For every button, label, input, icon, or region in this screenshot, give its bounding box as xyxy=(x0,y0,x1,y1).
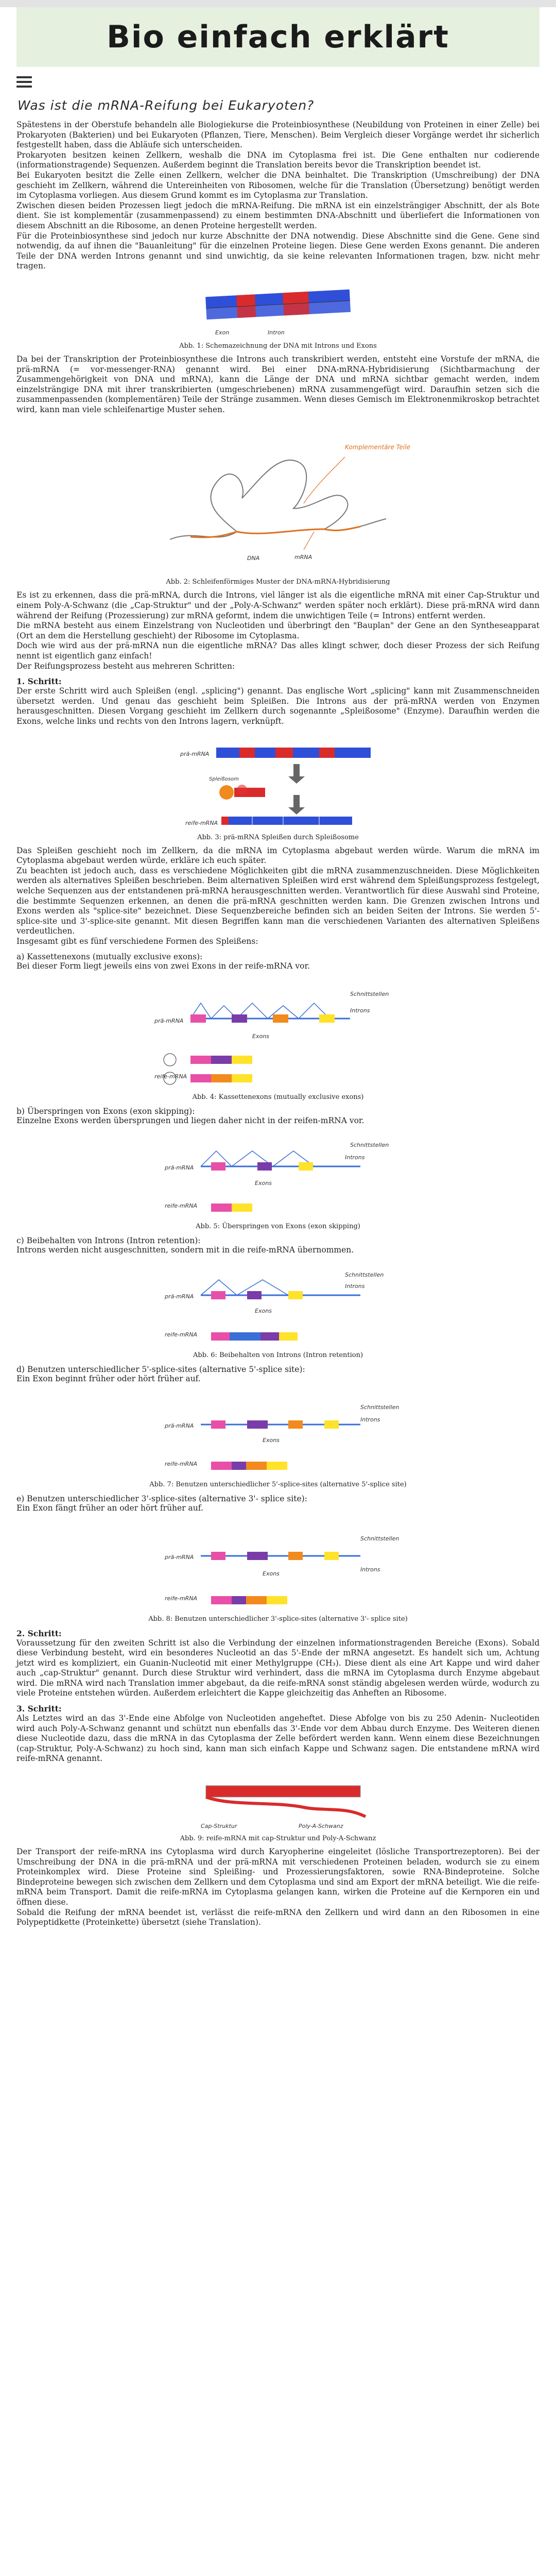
mature-mrna-diagram xyxy=(170,1770,386,1832)
figure-1-caption: Abb. 1: Schemazeichnung der DNA mit Introns und Exons xyxy=(179,342,377,350)
figure-8-caption: Abb. 8: Benutzen unterschiedlicher 3'-splice-sites (alternative 3'- splice site) xyxy=(148,1615,408,1623)
menu-bar xyxy=(16,71,540,93)
site-title[interactable]: Bio einfach erklärt xyxy=(107,19,449,55)
fig4-schnittstellen-label: Schnittstellen xyxy=(350,991,389,998)
figure-8 xyxy=(16,1520,540,1623)
fig2-mrna-label: mRNA xyxy=(294,554,312,561)
figure-2 xyxy=(16,421,540,586)
intro-paragraph-5: Für die Proteinbiosynthese sind jedoch nur kurze Abschnitte der DNA notwendig. Diese Abschnitte sind die Gene. Gene sind notwendig, da auf ihnen die "Bauanleitung" für die einzelnen Proteine liegen. Diese Gene werden Exons genannt. Die anderen Teile der DNA werden Introns genannt und sind unwichtig, da sie keine relevanten Informationen tragen, bzw. nicht mehr tragen. xyxy=(16,231,540,271)
figure-9-caption: Abb. 9: reife-mRNA mit cap-Struktur und Poly-A-Schwanz xyxy=(180,1835,376,1843)
step-2-title: 2. Schritt: xyxy=(16,1628,62,1638)
top-bar xyxy=(0,0,556,7)
figure-4-caption: Abb. 4: Kassettenexons (mutually exclusive exons) xyxy=(192,1093,364,1101)
intro-paragraph-4: Zwischen diesen beiden Prozessen liegt jedoch die mRNA-Reifung. Die mRNA ist ein einzelsträngiger Abschnitt, der als Bote dient. Sie ist komplementär (zusammenpassend) zu einem bestimmten DNA-Abschnitt und überliefert die Informationen von diesem Abschnitt an die Ribosome, an denen Proteine hergestellt werden. xyxy=(16,200,540,230)
mutually-exclusive-exons-diagram xyxy=(134,977,422,1091)
figure-1 xyxy=(16,278,540,350)
dna-exon-intron-diagram xyxy=(201,278,355,340)
fig8-schnittstellen-label: Schnittstellen xyxy=(360,1535,399,1542)
fig7-prae-mrna-label: prä-mRNA xyxy=(165,1422,194,1429)
figure-7 xyxy=(16,1391,540,1489)
paragraph-prae-mrna-4: Der Reifungsprozess besteht aus mehreren Schritten: xyxy=(16,661,235,671)
fig9-poly-a-label: Poly-A-Schwanz xyxy=(299,1823,343,1830)
hybridization-loop-diagram xyxy=(160,421,410,575)
paragraph-prae-mrna-3: Doch wie wird aus der prä-mRNA nun die eigentliche mRNA? Das alles klingt schwer, doch dieser Prozess der sich Reifung nennt ist eigentlich ganz einfach! xyxy=(16,641,540,661)
outro-paragraph-1: Der Transport der reife-mRNA ins Cytoplasma wird durch Karyopherine eingeleitet (lösliche Transportrezeptoren). Bei der Umschreibung der DNA in die prä-mRNA und der prä-mRNA mit verschiedenen Proteinen beladen, wodurch sie zu einem Proteinkomplex wird. Diese Proteine sind Spleißing- und Prozessierungsfaktoren, sowie RNA-Bindeproteine. Solche Bindeproteine bewegen sich zwischen dem Zellkern und dem Cytoplasma und sind am Export der mRNA beteiligt. Wie die reife-mRNA beim Transport. Damit die reife-mRNA im Cytoplasma gelangen kann, wirken die Proteine auf die Kernporen ein und öffnen diese. xyxy=(16,1847,540,1907)
fig9-cap-label: Cap-Struktur xyxy=(201,1823,237,1830)
fig4-reife-mrna-label: reife-mRNA xyxy=(154,1073,187,1080)
fig4-introns-label: Introns xyxy=(350,1007,370,1014)
fig6-prae-mrna-label: prä-mRNA xyxy=(165,1293,194,1300)
exon-skipping-diagram xyxy=(134,1132,422,1220)
article-heading: Was ist die mRNA-Reifung bei Eukaryoten? xyxy=(18,98,315,113)
fig3-reife-mrna-label: reife-mRNA xyxy=(185,819,218,826)
figure-6 xyxy=(16,1261,540,1360)
fig7-exons-label: Exons xyxy=(263,1436,280,1444)
figure-5-caption: Abb. 5: Überspringen von Exons (exon skipping) xyxy=(196,1222,360,1230)
variant-c-title: c) Beibehalten von Introns (Intron retention): xyxy=(16,1235,201,1245)
variant-e-text: Ein Exon fängt früher an oder hört früher auf. xyxy=(16,1503,203,1513)
paragraph-prae-mrna-2: Die mRNA besteht aus einem Einzelstrang von Nucleotiden und überbringt den "Bauplan" der Gene an den Syntheseapparat (Ort an dem die Herstellung geschieht) der Ribosome im Cytoplasma. xyxy=(16,621,540,640)
paragraph-spleissen-2: Zu beachten ist jedoch auch, dass es verschiedene Möglichkeiten gibt die mRNA zusammenzuschneiden. Diese Möglichkeiten werden als alternatives Spleißen beschrieben. Beim alternativen Spleißen wird erst während dem Spleißungsprozess festgelegt, welche Sequenzen aus der entstandenen prä-mRNA herausgeschnitten werden. Verantwortlich für diese Auswahl sind Proteine, die bestimmte Sequenzen erkennen, an denen die prä-mRNA geschnitten werden kann. Die Grenzen zwischen Introns und Exons werden als "splice-site" bezeichnet. Diese Sequenzbereiche befinden sich an beiden Seiten der Introns. Sie werden 5'-splice-site und 3'-splice-site genannt. Mit diesen Begriffen kann man die verschiedenen Varianten des alternativen Spleißens verdeutlichen. xyxy=(16,866,540,936)
fig1-exon-label: Exon xyxy=(215,329,230,336)
outro-paragraph-2: Sobald die Reifung der mRNA beendet ist, verlässt die reife-mRNA den Zellkern und wird dann an den Ribosomen in eine Polypeptidkette (Proteinkette) übersetzt (siehe Translation). xyxy=(16,1907,540,1927)
variant-c-text: Introns werden nicht ausgeschnitten, sondern mit in die reife-mRNA übernommen. xyxy=(16,1245,354,1255)
article xyxy=(0,98,556,1928)
alternative-5-splice-site-diagram xyxy=(134,1391,422,1478)
figure-9 xyxy=(16,1770,540,1843)
intro-paragraph-2: Prokaryoten besitzen keinen Zellkern, weshalb die DNA im Cytoplasma frei ist. Die Gene enthalten nur codierende (informationstragende) Sequenzen. Außerdem beginnt die Translation bereits bevor die Transkription beendet ist. xyxy=(16,150,540,170)
fig7-reife-mrna-label: reife-mRNA xyxy=(165,1460,198,1467)
figure-3-caption: Abb. 3: prä-mRNA Spleißen durch Spleißosome xyxy=(197,833,359,841)
step-1-title: 1. Schritt: xyxy=(16,676,62,687)
fig8-introns-label: Introns xyxy=(360,1566,380,1573)
intro-paragraph-1: Spätestens in der Oberstufe behandeln alle Biologiekurse die Proteinbiosynthese (Neubildung von Proteinen in einer Zelle) bei Prokaryoten (Bakterien) und bei Eukaryoten (Pflanzen, Tiere, Menschen). Beim Vergleich dieser Vorgänge werdet ihr sicherlich festgestellt haben, dass die Abläufe sich unterscheiden. xyxy=(16,120,540,150)
fig2-dna-label: DNA xyxy=(247,555,260,562)
step-1-text: Der erste Schritt wird auch Spleißen (engl. „splicing") genannt. Das englische Wort „splicing" kann mit Zusammenschneiden übersetzt werden. Und genau das geschieht beim Spleißen. Die Introns aus der prä-mRNA werden von Enzymen herausgeschnitten. Diesen Vorgang geschieht im Zellkern durch sogenannte „Spleißosome" (Enzyme). Daraufhin werden die Exons, welche links und rechts von den Introns lagern, verknüpft. xyxy=(16,686,540,726)
fig8-reife-mrna-label: reife-mRNA xyxy=(165,1595,198,1602)
fig7-schnittstellen-label: Schnittstellen xyxy=(360,1403,399,1411)
site-banner xyxy=(16,7,540,67)
fig4-prae-mrna-label: prä-mRNA xyxy=(154,1018,184,1025)
figure-5 xyxy=(16,1132,540,1231)
fig2-complementary-label: Komplementäre Teile xyxy=(345,444,410,451)
intron-retention-diagram xyxy=(134,1261,422,1349)
fig6-exons-label: Exons xyxy=(255,1308,272,1315)
fig7-introns-label: Introns xyxy=(360,1416,380,1423)
fig5-introns-label: Introns xyxy=(345,1154,365,1161)
figure-3 xyxy=(16,733,540,842)
hamburger-menu-icon[interactable] xyxy=(16,76,32,88)
variant-a-title: a) Kassettenexons (mutually exclusive exons): xyxy=(16,952,203,961)
fig3-spleissosom-label: Spleißosom xyxy=(209,776,239,782)
step-3-text: Als Letztes wird an das 3'-Ende eine Abfolge von Nucleotiden angeheftet. Diese Abfolge von bis zu 250 Adenin- Nucleotiden wird auch Poly-A-Schwanz genannt und schützt nun ebenfalls das 3'-Ende vor dem Abbau durch Enzyme. Des Weiteren dienen diese Nucleotide dazu, dass die mRNA in das Cytoplasma der Zelle befördert werden kann. Wenn einem diese Bezeichnungen (cap-Struktur, Poly-A-Schwanz) zu hoch sind, kann man sich einfach Kappe und Schwanz sagen. Die entstandene mRNA wird reife-mRNA genannt. xyxy=(16,1714,540,1764)
paragraph-spleissen-1: Das Spleißen geschieht noch im Zellkern, da die mRNA im Cytoplasma abgebaut werden würde. Warum die mRNA im Cytoplasma abgebaut werden würde, erkläre ich euch später. xyxy=(16,845,540,866)
fig5-exons-label: Exons xyxy=(255,1179,272,1187)
fig6-reife-mrna-label: reife-mRNA xyxy=(165,1331,198,1338)
variant-b-title: b) Überspringen von Exons (exon skipping): xyxy=(16,1107,195,1116)
paragraph-hybridisierung: Da bei der Transkription der Proteinbiosynthese die Introns auch transkribiert werden, entsteht eine Vorstufe der mRNA, die prä-mRNA (= vor-messenger-RNA) genannt wird. Bei einer DNA-mRNA-Hybridisierung (Sichtbarmachung der Zusammengehörigkeit von DNA und mRNA), kann die Länge der DNA und mRNA sichtbar gemacht werden, indem einzelsträngige DNA mit ihrer transkribierten (umgeschriebenen) mRNA zusammengefügt wird. Daraufhin setzen sich die zusammenpassenden (komplementären) Teile der Stränge zusammen. Wenn dieses Gemisch im Elektronenmikroskop betrachtet wird, kann man viele schleifenartige Muster sehen. xyxy=(16,354,540,414)
fig6-schnittstellen-label: Schnittstellen xyxy=(345,1272,384,1279)
variant-d-text: Ein Exon beginnt früher oder hört früher auf. xyxy=(16,1374,201,1384)
fig8-exons-label: Exons xyxy=(263,1570,280,1577)
variant-b-text: Einzelne Exons werden übersprungen und liegen daher nicht in der reifen-mRNA vor. xyxy=(16,1116,364,1126)
fig4-exons-label: Exons xyxy=(252,1033,269,1040)
fig5-schnittstellen-label: Schnittstellen xyxy=(350,1141,389,1148)
step-3-title: 3. Schritt: xyxy=(16,1704,62,1714)
figure-6-caption: Abb. 6: Beibehalten von Introns (Intron retention) xyxy=(193,1351,363,1360)
figure-4 xyxy=(16,977,540,1101)
fig8-prae-mrna-label: prä-mRNA xyxy=(165,1553,194,1561)
splicing-diagram xyxy=(165,733,391,831)
figure-2-caption: Abb. 2: Schleifenförmiges Muster der DNA-mRNA-Hybridisierung xyxy=(166,578,390,586)
intro-paragraph-3: Bei Eukaryoten besitzt die Zelle einen Zellkern, welcher die DNA beinhaltet. Die Transkription (Umschreibung) der DNA geschieht im Zellkern, während die Untereinheiten von Ribosomen, welche für die Translation (Übersetzung) benötigt werden im Cytoplasma vorliegen. Aus diesem Grund kommt es im Cytoplasma zur Translation. xyxy=(16,170,540,200)
fig5-prae-mrna-label: prä-mRNA xyxy=(165,1164,194,1171)
fig1-intron-label: Intron xyxy=(268,329,285,336)
paragraph-prae-mrna-1: Es ist zu erkennen, dass die prä-mRNA, durch die Introns, viel länger ist als die eigentliche mRNA mit einer Cap-Struktur und einem Poly-A-Schwanz (die „Cap-Struktur" und der „Poly-A-Schwanz" werden später noch erklärt). Diese prä-mRNA wird dann während der Reifung (Prozessierung) zur mRNA geformt, indem die unwichtigen Teile (= Introns) entfernt werden. xyxy=(16,590,540,620)
alternative-3-splice-site-diagram xyxy=(134,1520,422,1613)
variant-e-title: e) Benutzen unterschiedlicher 3'-splice-sites (alternative 3'- splice site): xyxy=(16,1494,307,1503)
fig6-introns-label: Introns xyxy=(345,1283,365,1290)
step-2-text: Voraussetzung für den zweiten Schritt ist also die Verbindung der einzelnen informationstragenden Bereiche (Exons). Sobald diese Verbindung besteht, wird ein besonderes Nucleotid an das 5'-Ende der mRNA angesetzt. Es handelt sich um, Achtung jetzt wird es kompliziert, ein Guanin-Nucleotid mit einer Methylgruppe (CH₃). Diese dient als eine Art Kappe und wird daher auch „cap-Struktur" genannt. Durch diese Struktur wird verhindert, dass die mRNA im Cytoplasma durch Enzyme abgebaut wird. Die mRNA wird nach Translation immer abgebaut, da die reife-mRNA sonst ständig abgelesen werden würde, wodurch zu viele Proteine entstehen würden. Außerdem erleichtert die Kappe gleichzeitig das Anheften an Ribosome. xyxy=(16,1638,540,1698)
paragraph-spleissen-3: Insgesamt gibt es fünf verschiedene Formen des Spleißens: xyxy=(16,936,258,946)
figure-7-caption: Abb. 7: Benutzen unterschiedlicher 5'-splice-sites (alternative 5'-splice site) xyxy=(149,1480,407,1488)
variant-d-title: d) Benutzen unterschiedlicher 5'-splice-sites (alternative 5'-splice site): xyxy=(16,1365,305,1375)
variant-a-text: Bei dieser Form liegt jeweils eins von zwei Exons in der reife-mRNA vor. xyxy=(16,961,310,971)
fig5-reife-mrna-label: reife-mRNA xyxy=(165,1202,198,1209)
fig3-prae-mrna-label: prä-mRNA xyxy=(180,750,210,757)
